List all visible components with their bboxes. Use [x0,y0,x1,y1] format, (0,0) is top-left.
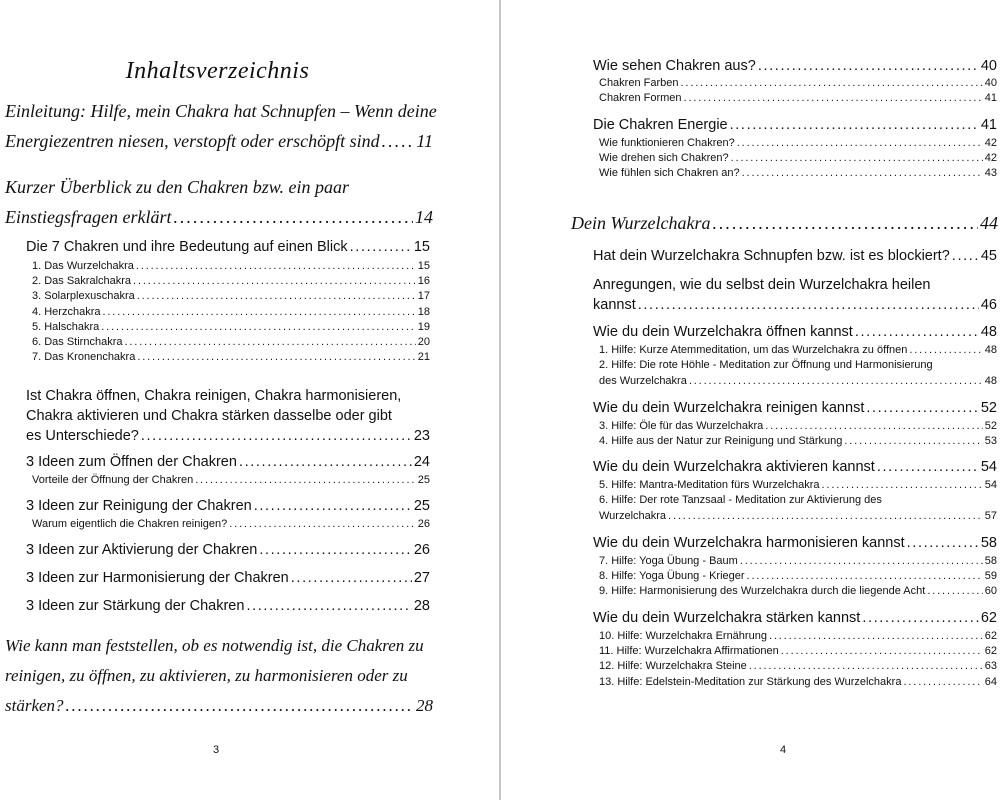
right-page [501,0,1000,800]
toc-subentry[interactable]: 6. Das Stirnchakra . . . 20 [32,335,430,350]
toc-entry-energy[interactable]: Die Chakren Energie . . . 41 [593,116,997,135]
toc-entry-difference[interactable]: Ist Chakra öffnen, Chakra reinigen, Chakra harmonisieren, Chakra aktivieren und Chakra stärken dasselbe oder gibt es Unterschiede? . . . 23 [26,386,430,446]
toc-subentry[interactable]: 6. Hilfe: Der rote Tanzsaal - Meditation zur Aktivierung des Wurzelchakra . . . 57 [599,493,997,524]
page-number: 3 [212,744,220,756]
toc-subentry[interactable]: 3. Solarplexuschakra . . . 17 [32,289,430,304]
toc-subentry[interactable]: Wie funktionieren Chakren? . . . 42 [599,136,997,151]
toc-subentry[interactable]: 5. Hilfe: Mantra-Meditation fürs Wurzelchakra . . . 54 [599,478,997,493]
toc-subentry[interactable]: 7. Hilfe: Yoga Übung - Baum . . . 58 [599,554,997,569]
toc-sublist-strengthen [599,629,997,690]
toc-subentry[interactable]: 2. Hilfe: Die rote Höhle - Meditation zur Öffnung und Harmonisierung des Wurzelchakra . . . 48 [599,358,997,389]
toc-subentry[interactable]: 1. Das Wurzelchakra . . . 15 [32,259,430,274]
toc-entry-clean[interactable]: Wie du dein Wurzelchakra reinigen kannst . . . 52 [593,399,997,418]
toc-subentry[interactable]: Wie fühlen sich Chakren an? . . . 43 [599,166,997,181]
leader-dots [141,426,412,446]
toc-subentry[interactable]: 5. Halschakra . . . 19 [32,320,430,335]
toc-entry-intro[interactable]: Einleitung: Hilfe, mein Chakra hat Schnupfen – Wenn deine Energiezentren niesen, verstopft oder erschöpft sind . . . 11 [5,96,433,156]
toc-entry-harmonize[interactable]: Wie du dein Wurzelchakra harmonisieren kannst . . . 58 [593,534,997,553]
toc-subentry[interactable]: 12. Hilfe: Wurzelchakra Steine . . . 63 [599,659,997,674]
toc-subentry[interactable]: Chakren Formen . . . 41 [599,91,997,106]
toc-subentry[interactable]: 10. Hilfe: Wurzelchakra Ernährung . . . 62 [599,629,997,644]
leader-dots [350,238,412,257]
toc-entry-seven-chakras[interactable]: Die 7 Chakren und ihre Bedeutung auf einen Blick . . . 15 [26,238,430,257]
toc-entry-blocked[interactable]: Hat dein Wurzelchakra Schnupfen bzw. ist es blockiert? . . . 45 [593,247,997,266]
leader-dots [173,202,413,232]
toc-subentry[interactable]: Vorteile der Öffnung der Chakren . . . 25 [32,473,430,488]
page-ref: 11 [416,131,433,151]
toc-sublist-open [599,343,997,390]
toc-entry-overview[interactable]: Kurzer Überblick zu den Chakren bzw. ein paar Einstiegsfragen erklärt . . . 14 [5,172,433,232]
leader-dots [66,691,414,721]
page-ref: 23 [413,428,430,444]
toc-subentry[interactable]: 13. Hilfe: Edelstein-Meditation zur Stärkung des Wurzelchakra . . . 64 [599,675,997,690]
leader-dots [382,126,415,156]
toc-subentry[interactable]: Wie drehen sich Chakren? . . . 42 [599,151,997,166]
toc-sublist-harmonize [599,554,997,600]
toc-entry-heal[interactable]: Anregungen, wie du selbst dein Wurzelchakra heilen kannst . . . 46 [593,275,997,315]
toc-subentry[interactable]: 7. Das Kronenchakra . . . 21 [32,350,430,365]
toc-subentry[interactable]: Warum eigentlich die Chakren reinigen? . . . 26 [32,517,430,532]
toc-subentry[interactable]: 2. Das Sakralchakra . . . 16 [32,274,430,289]
toc-entry-root-chapter[interactable]: Dein Wurzelchakra . . . 44 [571,208,998,238]
left-page [0,0,499,800]
toc-subentry[interactable]: 3. Hilfe: Öle für das Wurzelchakra . . . 52 [599,419,997,434]
toc-title: Inhaltsverzeichnis [125,58,310,84]
toc-subentry[interactable]: Chakren Farben . . . 40 [599,76,997,91]
toc-sublist-look [599,76,997,106]
page-number: 4 [779,744,787,756]
toc-entry-ideas-open[interactable]: 3 Ideen zum Öffnen der Chakren . . . 24 [26,453,430,472]
toc-entry-open[interactable]: Wie du dein Wurzelchakra öffnen kannst . . . 48 [593,323,997,342]
toc-entry-necessity[interactable]: Wie kann man feststellen, ob es notwendig ist, die Chakren zu reinigen, zu öffnen, zu aktivieren, zu harmonisieren oder zu stärken? . . . 28 [5,631,433,721]
toc-sublist-clean [599,419,997,449]
toc-entry-ideas-harmonize[interactable]: 3 Ideen zur Harmonisierung der Chakren . . . 27 [26,569,430,588]
toc-sublist-seven [32,259,430,365]
toc-sublist-activate [599,478,997,525]
page-ref: 15 [413,239,430,255]
toc-entry-ideas-clean[interactable]: 3 Ideen zur Reinigung der Chakren . . . 25 [26,497,430,516]
toc-subentry[interactable]: 11. Hilfe: Wurzelchakra Affirmationen . . . 62 [599,644,997,659]
toc-subentry[interactable]: 4. Herzchakra . . . 18 [32,305,430,320]
toc-subentry[interactable]: 4. Hilfe aus der Natur zur Reinigung und Stärkung . . . 53 [599,434,997,449]
toc-sublist-energy [599,136,997,182]
toc-entry-strengthen[interactable]: Wie du dein Wurzelchakra stärken kannst . . . 62 [593,609,997,628]
toc-subentry[interactable]: 8. Hilfe: Yoga Übung - Krieger . . . 59 [599,569,997,584]
toc-entry-ideas-strengthen[interactable]: 3 Ideen zur Stärkung der Chakren . . . 28 [26,597,430,616]
page-ref: 14 [415,207,433,227]
page-ref: 28 [416,696,433,715]
toc-subentry[interactable]: 1. Hilfe: Kurze Atemmeditation, um das Wurzelchakra zu öffnen . . . 48 [599,343,997,358]
toc-entry-activate[interactable]: Wie du dein Wurzelchakra aktivieren kannst . . . 54 [593,458,997,477]
toc-entry-look[interactable]: Wie sehen Chakren aus? . . . 40 [593,57,997,76]
toc-subentry[interactable]: 9. Hilfe: Harmonisierung des Wurzelchakra durch die liegende Acht . . . 60 [599,584,997,599]
toc-entry-ideas-activate[interactable]: 3 Ideen zur Aktivierung der Chakren . . . 26 [26,541,430,560]
